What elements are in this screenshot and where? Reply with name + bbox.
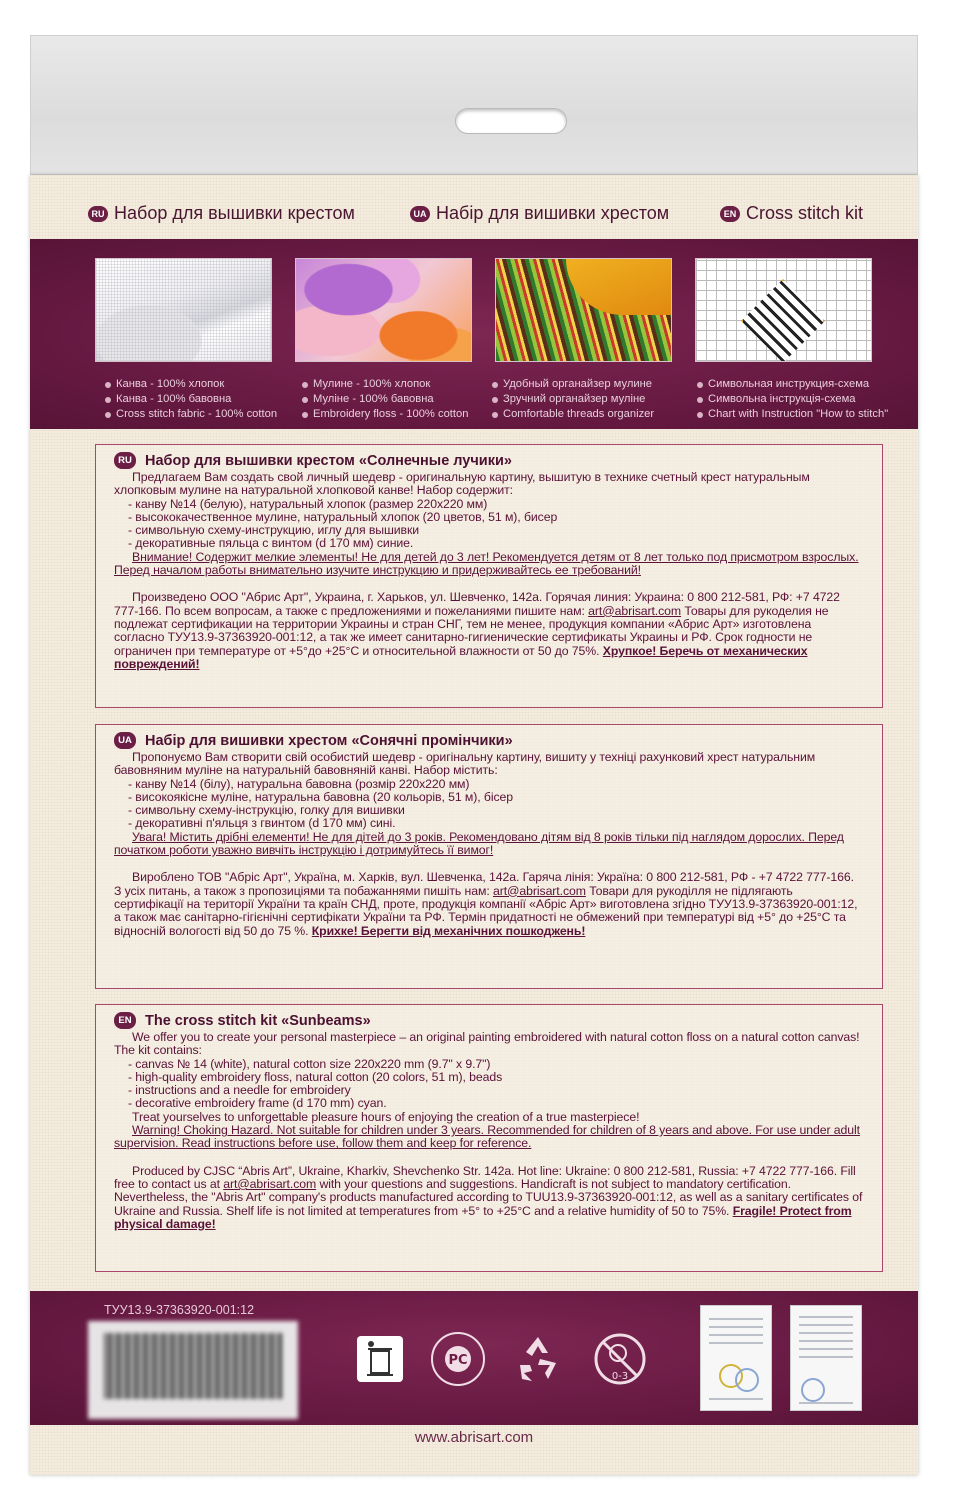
floss-photo [295, 258, 472, 362]
ua-producer-text-2: Товари для рукоділля не підлягають сертифікації на території України та країн СНД, проте, продукція компанії «Абріс Арт» виготовлена згідно ТУУ13.9-37363920-001:12, а також має санітарно-гігієнічні сертифікати України та РФ. Термін придатності не обмежений при температурі від +5° до +25°С та відносній вологості від 50 до 75 %. [114, 883, 858, 938]
chart-captions [697, 377, 897, 422]
ru-title: Набор для вышивки крестом «Солнечные лучики» [145, 452, 512, 469]
organizer-captions [492, 377, 692, 422]
list-item: - канву №14 (белую), натуральный хлопок (размер 220х220 мм) [128, 496, 488, 511]
caption-line: Символьна інструкція-схема [697, 392, 897, 407]
hanger-tab [30, 35, 918, 175]
canvas-photo [95, 258, 272, 362]
list-item: - декоративні п'яльця з гвинтом (d 170 мм) сині. [128, 816, 396, 831]
chart-photo [695, 258, 872, 362]
lang-badge-ua: UA [114, 732, 136, 749]
features-band [30, 239, 918, 429]
caption-line: Удобный органайзер мулине [492, 377, 692, 392]
ua-description [95, 724, 883, 989]
svg-text:PC: PC [448, 1353, 468, 1368]
en-producer [114, 1165, 864, 1231]
en-warning: Warning! Choking Hazard. Not suitable for children under 3 years. Recommended for children of 8 years and above. For use under adult supervision. Read instructions before use, follow them and keep for reference. [114, 1123, 860, 1151]
caption-line: Зручний органайзер муліне [492, 392, 692, 407]
ua-title: Набір для вишивки хрестом «Сонячні промінчики» [145, 732, 513, 749]
barcode [88, 1321, 298, 1419]
trash-bin-icon [350, 1329, 410, 1389]
ru-intro: Предлагаем Вам создать свой личный шедевр - оригинальную картину, вышитую в технике счетный крест натуральным хлопковым мулине на натуральной хлопковой канве! Набор содержит: [114, 470, 810, 498]
en-extra: Treat yourselves to unforgettable pleasure hours of enjoying the creation of a true masterpiece! [132, 1109, 640, 1124]
title-en [720, 203, 863, 224]
lang-badge-en: EN [114, 1012, 136, 1029]
recycle-icon [508, 1329, 568, 1389]
ua-producer [114, 871, 864, 937]
lang-badge-ru: RU [114, 452, 136, 469]
floss-captions [302, 377, 502, 422]
website-url[interactable]: www.abrisart.com [414, 1429, 534, 1446]
ua-fragile-note: Крихке! Берегти від механічних пошкоджень! [311, 923, 586, 938]
en-fragile-note: Fragile! Protect from physical damage! [114, 1203, 852, 1231]
title-ru [88, 203, 355, 224]
ua-heading [114, 732, 864, 749]
ua-producer-text: Вироблено ТОВ "Абріс Арт", Україна, м. Харків, вул. Шевченка, 142а. Гаряча лінія: Україна: 0 800 212-581, РФ - +7 4722 777-166. З усіх питань, а також з пропозиціями та побажаннями пишіть нам: [114, 870, 854, 898]
en-heading [114, 1012, 864, 1029]
organizer-photo [495, 258, 672, 362]
title-ua-text: Набір для вишивки хрестом [436, 203, 670, 223]
ua-intro: Пропонуємо Вам створити свій особистий шедевр - оригінальну картину, вишиту у техніці рахунковий хрест натуральним бавовняним муліне на натуральній бавовняній канві. Набор містить: [114, 750, 816, 778]
ru-fragile-note: Хрупкое! Беречь от механических повреждений! [114, 643, 808, 671]
title-ru-text: Набор для вышивки крестом [114, 203, 355, 223]
list-item: - decorative embroidery frame (d 170 mm) cyan. [128, 1096, 387, 1111]
en-intro: We offer you to create your personal masterpiece – an original painting embroidered with natural cotton floss on a natural cotton canvas! The kit contains: [114, 1030, 860, 1058]
list-item: - канву №14 (білу), натуральна бавовна (розмір 220х220 мм) [128, 776, 470, 791]
package-back [30, 175, 918, 1475]
caption-line: Муліне - 100% бавовна [302, 392, 502, 407]
lang-badge-en: EN [720, 206, 740, 222]
certification-icon [428, 1329, 488, 1389]
list-item: - instructions and a needle for embroidery [128, 1083, 351, 1098]
age-restriction-icon [590, 1329, 650, 1389]
lang-badge-ru: RU [88, 206, 108, 222]
en-email-link[interactable]: art@abrisart.com [223, 1176, 317, 1191]
list-item: - символьну схему-інструкцію, голку для вишивки [128, 803, 405, 818]
caption-line: Мулине - 100% хлопок [302, 377, 502, 392]
bottom-band [30, 1291, 918, 1425]
canvas-captions [105, 377, 305, 422]
ru-heading [114, 452, 864, 469]
list-item: - декоративные пяльца с винтом (d 170 мм) синие. [128, 536, 414, 551]
ua-warning: Увага! Містить дрібні елементи! Не для дітей до 3 років. Рекомендовано дітям від 8 років тільки під наглядом дорослих. Перед початком роботи уважно вивчіть інструкцію і дотримуйтесь її вимог! [114, 829, 844, 858]
en-producer-text-2: with your questions and suggestions. Handicraft is not subject to mandatory certification. Nevertheless, the "Abris Art" company's products manufactured according to TUU13.9-37363920-001:12, as well as a sanitary certificates of Ukraine and Russia. Shelf life is not limited at temperatures from +5° to +25°C and a relative humidity of 50 to 75%. [114, 1176, 863, 1218]
list-item: - високоякісне муліне, натуральна бавовна (20 кольорів, 51 м), бісер [128, 789, 513, 804]
ru-email-link[interactable]: art@abrisart.com [588, 603, 682, 618]
caption-line: Канва - 100% бавовна [105, 392, 305, 407]
kit-titles [88, 203, 878, 233]
caption-line: Embroidery floss - 100% cotton [302, 407, 502, 422]
ru-producer [114, 591, 864, 671]
ua-email-link[interactable]: art@abrisart.com [492, 883, 586, 898]
list-item: - canvas № 14 (white), natural cotton size 220x220 mm (9.7" x 9.7") [128, 1056, 491, 1071]
caption-line: Chart with Instruction "How to stitch" [697, 407, 897, 422]
caption-line: Символьная инструкция-схема [697, 377, 897, 392]
standard-code: ТУУ13.9-37363920-001:12 [104, 1303, 255, 1317]
title-ua [410, 203, 669, 224]
ru-contents [128, 498, 864, 551]
ru-warning: Внимание! Содержит мелкие элементы! Не для детей до 3 лет! Рекомендуется детям от 8 лет только под присмотром взрослых. Перед началом работы внимательно изучите инструкцию и придерживайтесь ее требований! [114, 549, 859, 578]
certificate-russia [790, 1305, 862, 1411]
hang-hole [455, 108, 567, 134]
ru-producer-text: Произведено ООО "Абрис Арт", Украина, г. Харьков, ул. Шевченко, 142а. Горячая линия: Украина: 0 800 212-581, РФ: +7 4722 777-166. По всем вопросам, а также с предложениями и пожеланиями пишите нам: [114, 590, 840, 618]
caption-line: Cross stitch fabric - 100% cotton [105, 407, 305, 422]
ua-contents [128, 778, 864, 831]
list-item: - high-quality embroidery floss, natural cotton (20 colors, 51 m), beads [128, 1069, 503, 1084]
list-item: - высококачественное мулине, натуральный хлопок (20 цветов, 51 м), бисер [128, 509, 558, 524]
ru-description [95, 444, 883, 708]
list-item: - символьную схему-инструкцию, иглу для вышивки [128, 523, 420, 538]
ru-producer-text-2: Товары для рукоделия не подлежат сертификации на территории Украины и стран СНГ, тем не менее, продукция компании «Абрис Арт» изготовлена согласно ТУУ13.9-37363920-001:12, а так же имеет санитарно-гигиенические сертификаты Украины и РФ. Срок годности не ограничен при температуре от +5°до +25°С и относительной влажности от 50 до 75%. [114, 603, 829, 658]
en-producer-text: Produced by CJSC “Abris Art”, Ukraine, Kharkiv, Shevchenko Str. 142a. Hot line: Ukraine: 0 800 212-581, Russia: +7 4722 777-166. Fill free to contact us at [114, 1163, 856, 1191]
caption-line: Канва - 100% хлопок [105, 377, 305, 392]
en-description [95, 1004, 883, 1272]
en-title: The cross stitch kit «Sunbeams» [145, 1012, 371, 1029]
certificate-ukraine [700, 1305, 772, 1411]
lang-badge-ua: UA [410, 206, 430, 222]
age-label: 0-3 [611, 1371, 629, 1382]
caption-line: Comfortable threads organizer [492, 407, 692, 422]
en-contents [128, 1058, 864, 1111]
title-en-text: Cross stitch kit [746, 203, 864, 223]
